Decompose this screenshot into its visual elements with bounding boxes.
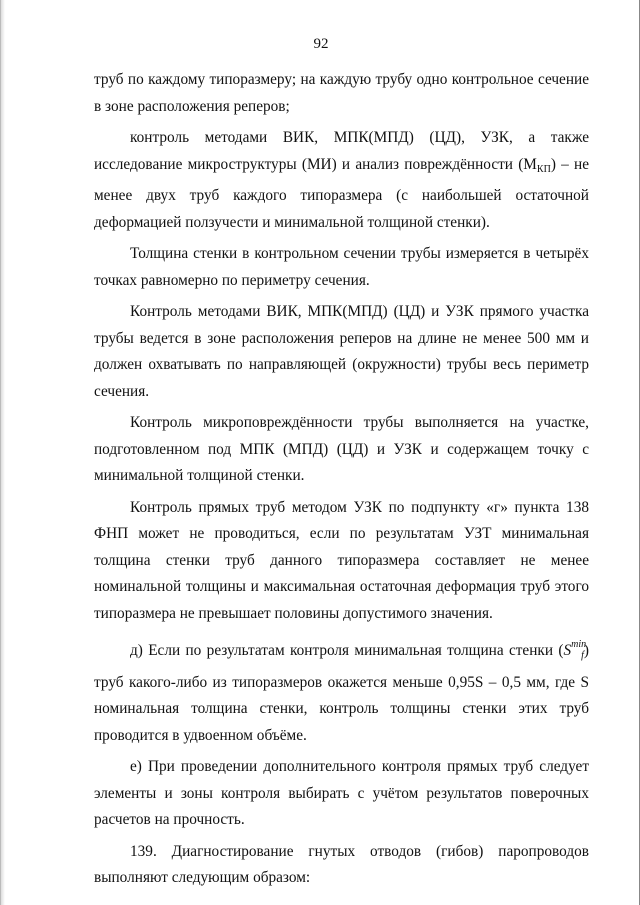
paragraph-2-subscript: КП bbox=[536, 163, 551, 175]
scan-edge-shadow bbox=[1, 0, 5, 905]
page-number: 92 bbox=[313, 36, 329, 52]
paragraph-2 bbox=[94, 125, 589, 236]
min-thickness-symbol bbox=[563, 639, 587, 661]
paragraph-7-tail: , где S номинальная толщина стенки, контроль толщины стенки этих труб проводится в удвоенном объёме. bbox=[94, 673, 589, 744]
paragraph-8: е) При проведении дополнительного контроля прямых труб следует элементы и зоны контроля выбирать с учётом результатов поверочных расчетов на прочность. bbox=[94, 758, 589, 828]
page-body bbox=[94, 67, 589, 897]
paragraph-9: 139. Диагностирование гнутых отводов (гибов) паропроводов выполняют следующим образом: bbox=[94, 842, 589, 886]
paragraph-7-text: д) Если по результатам контроля минимальная толщина стенки ( bbox=[130, 642, 564, 659]
symbol-sup: min bbox=[571, 639, 587, 650]
symbol-s: S bbox=[563, 642, 572, 659]
paragraph-2-text: контроль методами ВИК, МПК(МПД) (ЦД), УЗК, а также исследование микроструктуры (МИ) и анализ повреждённости (М bbox=[94, 129, 589, 173]
thickness-formula: 0,95S – 0,5 мм bbox=[448, 673, 546, 691]
paragraph-6: Контроль прямых труб методом УЗК по подпункту «г» пункта 138 ФНП может не проводиться, если по результатам УЗТ минимальная толщина стенки труб данного типоразмера составляет не менее номинальной толщины и максимальная остаточная деформация труб этого типоразмера не превышает половины допустимого значения. bbox=[94, 498, 589, 622]
paragraph-3: Толщина стенки в контрольном сечении трубы измеряется в четырёх точках равномерно по периметру сечения. bbox=[94, 245, 589, 289]
paragraph-5: Контроль микроповреждённости трубы выполняется на участке, подготовленном под МПК (МПД) (ЦД) и УЗК и содержащем точку с минимальной толщиной стенки. bbox=[94, 414, 589, 484]
paragraph-7-mid: ) труб какого-либо из типоразмеров окажется меньше bbox=[94, 642, 589, 691]
paragraph-4: Контроль методами ВИК, МПК(МПД) (ЦД) и УЗК прямого участка трубы ведется в зоне расположения реперов на длине не менее 500 мм и должен охватывать по направляющей (окружности) трубы весь периметр сечения. bbox=[94, 303, 589, 400]
paragraph-7 bbox=[94, 632, 589, 749]
paragraph-1: труб по каждому типоразмеру; на каждую трубу одно контрольное сечение в зоне расположения реперов; bbox=[94, 71, 589, 115]
paragraph-2-tail: ) – не менее двух труб каждого типоразмера (с наибольшей остаточной деформацией ползучести и минимальной толщиной стенки). bbox=[94, 155, 589, 231]
symbol-sub: f bbox=[581, 650, 584, 661]
